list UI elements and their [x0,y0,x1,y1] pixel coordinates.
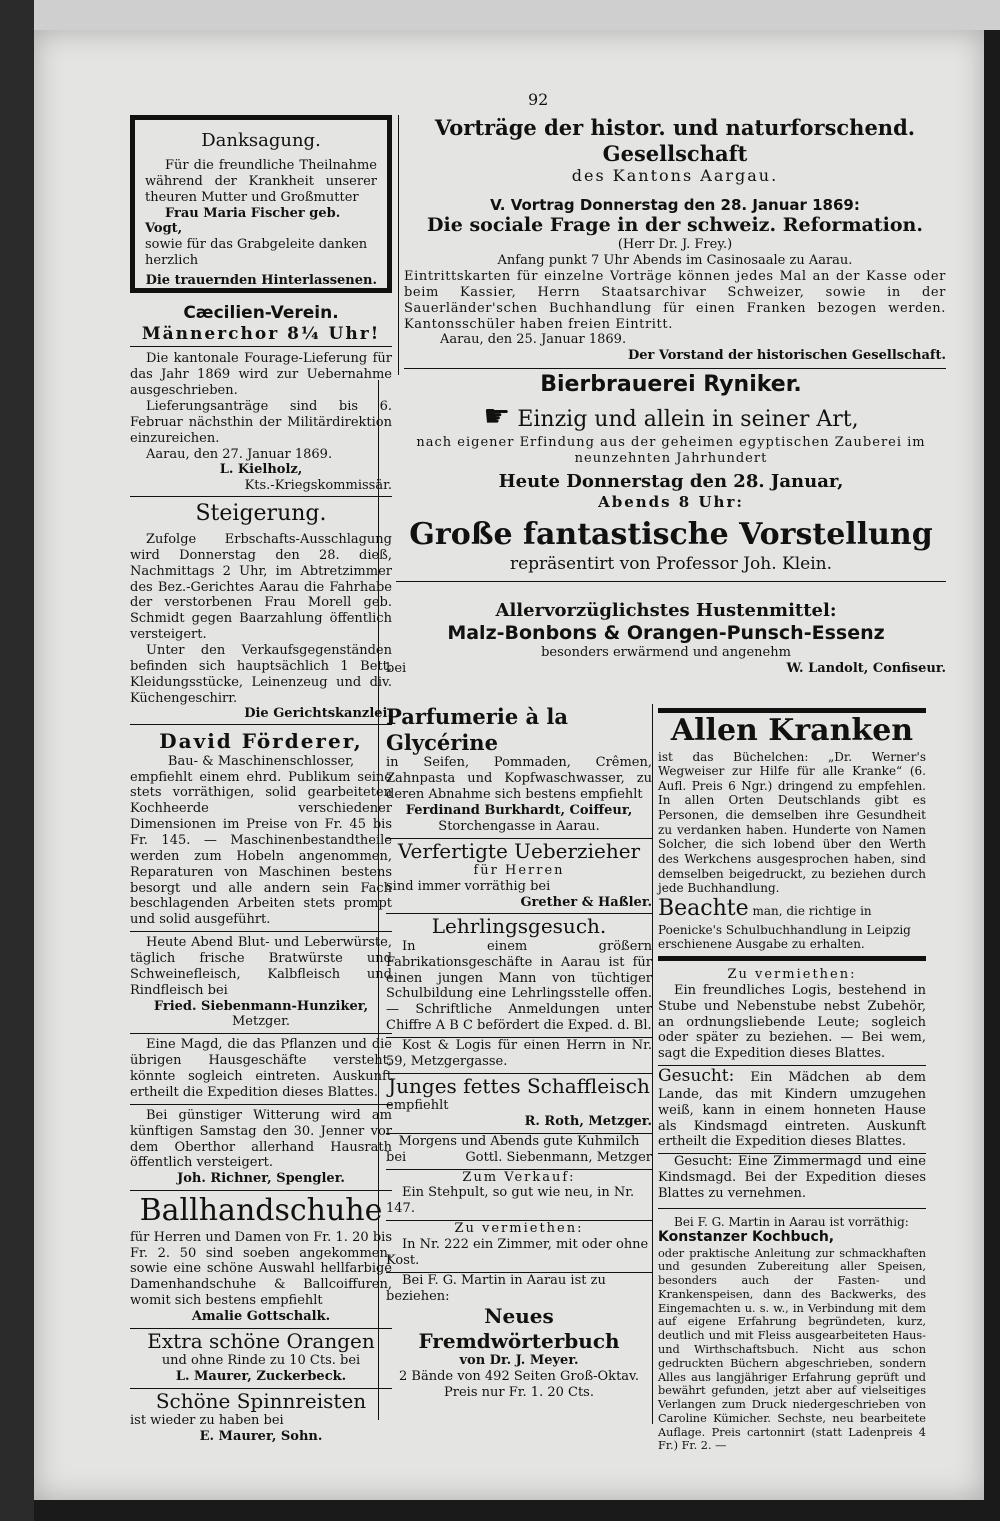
scan-top-edge [0,0,1000,30]
bier-line-1 [396,399,946,436]
danksagung-text-2: sowie für das Grabgeleite danken herzlich [145,237,368,269]
kuh-bei: bei [386,1149,407,1165]
kuh-text: Morgens und Abends gute Kuhmilch [398,1133,640,1149]
ueber-subtitle: für Herren [473,862,565,878]
caecilien-line: Männerchor 8¼ Uhr! [141,323,381,344]
danksagung-sign: Die trauernden Hinterlassenen. [145,272,377,288]
husten-line: Malz-Bonbons & Orangen-Punsch-Essenz [447,621,885,644]
rverm-text: Ein freundliches Logis, bestehend in Stube und Nebenstube nebst Zubehör, an ordnungsliebende Leute; sogleich oder später zu beziehen. — Bei wem, sagt die Expedition dieses Blattes. [658,982,926,1062]
foerderer-subtitle: Bau- & Maschinenschlosser, [167,753,355,769]
koch-body: oder praktische Anleitung zur schmackhaften und gesunden Zubereitung aller Speisen, besonders auch der Fasten- und Krankenspeisen, dann des Backwerks, des Eingemachten u. s. w., in Verbindung mit dem auf eigene Erfahrung begründeten, kurz, deutlich und mit Fleiss ausgearbeiteten Haus- und Wirthschaftsbuch. Nicht aus schon gedruckten Büchern abgeschrieben, sondern Alles aus langjähriger Erfahrung geprüft und bewährt gefunden, jetzt aber auf vielseitiges Verlangen zum Druck niedergeschrieben von Caroline Kümicher. Sechste, neu bearbeitete Auflage. Preis cartonnirt (statt Ladenpreis 4 Fr.) Fr. 2. — [658,1246,926,1453]
vortraege-text: Eintrittskarten für einzelne Vorträge können jedes Mal an der Kasse oder beim Kassier, Herrn Staatsarchivar Schweizer, sowie in der Sauerländer'schen Buchhandlung für einen Franken bezogen werden. Kantonsschüler haben freien Eintritt. [404,268,946,332]
magd-text: Eine Magd, die das Pflanzen und die übrigen Hausgeschäfte versteht, könnte sogleich eintreten. Auskunft ertheilt die Expedition dieses Blattes. [130,1037,392,1100]
ueber-title: Verfertigte Ueberzieher [397,838,641,863]
wurst-sign: Fried. Siebenmann-Hunziker, [153,998,369,1014]
kranken-title: Allen Kranken [670,713,914,748]
column-divider-2 [378,380,379,1420]
vortraege-thema: Die sociale Frage in der schweiz. Reformation. [427,214,923,237]
kuh-sign: Gottl. Siebenmann, Metzger [465,1149,652,1165]
bier-title: Bierbrauerei Ryniker. [540,372,802,397]
richner-sign: Joh. Richner, Spengler. [177,1171,345,1187]
right-column [658,708,926,1453]
bier-line-2: nach eigener Erfindung aus der geheimen egyptischen Zauberei im neunzehnten Jahrhundert [416,435,926,467]
koch-text: Bei F. G. Martin in Aarau ist vorräthig: [674,1214,909,1229]
orangen-sign: L. Maurer, Zuckerbeck. [175,1369,347,1385]
schaf-text: empfiehlt [386,1098,449,1114]
left-column [130,115,392,1445]
steigerung-text-2: Unter den Verkaufsgegenständen befinden sich hauptsächlich 1 Bett, Kleidungsstücke, Leinenzeug und div. Küchengeschirr. [130,643,392,706]
schaf-title: Junges fettes Schaffleisch [388,1073,650,1098]
fremd-text-2: 2 Bände von 492 Seiten Groß-Oktav. Preis nur Fr. 1. 20 Cts. [399,1369,639,1400]
kost-text: Kost & Logis für einen Herrn in Nr. 59, Metzgergasse. [386,1038,652,1069]
bier-section [396,372,946,582]
husten-title: Allervorzüglichstes Hustenmittel: [495,600,837,621]
verkauf-text: Ein Stehpult, so gut wie neu, in Nr. 147. [386,1185,635,1217]
orangen-title: Extra schöne Orangen [147,1328,375,1353]
koch-title: Konstanzer Kochbuch, [658,1229,835,1246]
foerderer-title: David Förderer, [159,729,363,754]
pointing-hand-icon: ☛ [483,398,511,434]
gesucht-row [658,1066,926,1150]
page-number: 92 [528,90,549,109]
gesucht2-text: Gesucht: Eine Zimmermagd und eine Kindsmagd. Bei der Expedition dieses Blattes zu vernehmen. [658,1154,926,1201]
parf-text: in Seifen, Pommaden, Crêmen, Zahnpasta und Kopfwaschwasser, zu deren Abnahme sich bestens empfiehlt [386,755,652,802]
fremd-text: Bei F. G. Martin in Aarau ist zu beziehen: [386,1272,606,1304]
bier-line-1-text: Einzig und allein in seiner Art, [517,406,859,432]
schaf-sign: R. Roth, Metzger. [524,1114,652,1129]
vortraege-vortrag: V. Vortrag Donnerstag den 28. Januar 1869: [490,195,860,214]
bier-line-4: Abends 8 Uhr: [598,493,744,512]
kranken-beachte: Beachte [658,895,749,921]
middle-column [386,704,652,1401]
gesucht-text: Ein Mädchen ab dem Lande, das mit Kindern umzugehen weiß, kann in einem honneten Hause als Kindsmagd eintreten. Auskunft ertheilt die Expedition dieses Blattes. [658,1070,926,1150]
foerderer-text: empfiehlt einem ehrd. Publikum seine stets vorräthigen, solid gearbeiteten Kochheerde verschiedener Dimensionen im Preise von Fr. 45 bis Fr. 145. — Maschinenbestandtheile werden zum Hobeln angenommen, Reparaturen von Maschinen bestens besorgt und alle andern sein Fach beschlagenden Arbeiten stets prompt und solid ausgeführt. [130,769,392,928]
verm-text: In Nr. 222 ein Zimmer, mit oder ohne Kost. [386,1237,649,1268]
fremd-author: von Dr. J. Meyer. [459,1353,579,1369]
kranken-beachte-row [658,896,926,952]
danksagung-name: Frau Maria Fischer geb. Vogt, [145,205,341,237]
kranken-text: ist das Büchelchen: „Dr. Werner's Wegweiser zur Hilfe für alle Kranke“ (6. Aufl. Preis 6 Ngr.) dringend zu empfehlen. In allen Orten Deutschlands gibt es Personen, die demselben ihre Gesundheit zu verdanken haben. Hunderte von Namen Solcher, die sich lobend über den Werth des Werkchens ausgesprochen haben, sind demselben beigedruckt, zu beziehen durch jede Buchhandlung. [658,749,926,896]
parf-sign: Ferdinand Burkhardt, Coiffeur, [405,802,633,818]
vortraege-anfang: Anfang punkt 7 Uhr Abends im Casinosaale zu Aarau. [497,253,853,269]
danksagung-text: Für die freundliche Theilnahme während der Krankheit unserer theuren Mutter und Großmutter [145,157,377,205]
gesucht-label: Gesucht: [658,1066,735,1087]
husten-subtitle: besonders erwärmend und angenehm [541,645,791,661]
ball-text: für Herren und Damen von Fr. 1. 20 bis Fr. 2. 50 sind soeben angekommen, sowie eine schöne Auswahl hellfarbige Damenhandschuhe & Ballcoiffuren, womit sich bestens empfiehlt [130,1229,392,1309]
lehr-text: In einem größern Fabrikationsgeschäfte in Aarau ist für einen jungen Mann von tüchtiger Schulbildung eine Lehrlingsstelle offen. — Schriftliche Anmeldungen unter Chiffre A B C befördert die Exped. d. Bl. [386,938,652,1034]
fourage-sign-2: Kts.-Kriegskommissär. [244,478,392,494]
spinn-title: Schöne Spinnreisten [155,1388,367,1413]
husten-bei: bei [386,660,407,676]
fourage-date: Aarau, den 27. Januar 1869. [146,446,333,462]
ueber-sign: Grether & Haßler. [520,894,652,910]
caecilien-title: Cæcilien-Verein. [183,303,339,323]
bier-line-6: repräsentirt von Professor Joh. Klein. [509,553,833,574]
wurst-text: Heute Abend Blut- und Leberwürste, täglich frische Bratwürste und Schweinefleisch, Kalbfleisch und Rindfleisch bei [130,935,392,998]
ueber-text: sind immer vorräthig bei [386,878,551,894]
orangen-text: und ohne Rinde zu 10 Cts. bei [161,1353,361,1369]
kuh-sign-row [386,1150,652,1166]
steigerung-sign: Die Gerichtskanzlei. [244,706,392,722]
lehr-title: Lehrlingsgesuch. [431,914,607,939]
kranken-beachte-text: man, die richtige in Poenicke's Schulbuchhandlung in Leipzig erschienene Ausgabe zu erhalten. [658,903,911,952]
husten-sign: W. Landolt, Confiseur. [786,660,946,676]
vortraege-sign: Der Vorstand der historischen Gesellschaft. [627,348,946,364]
bier-line-3: Heute Donnerstag den 28. Januar, [498,471,844,493]
ball-sign: Amalie Gottschalk. [191,1308,331,1324]
vortraege-subtitle: des Kantons Aargau. [571,166,779,186]
fremd-title: Neues Fremdwörterbuch [418,1304,620,1353]
verkauf-title: Zum Verkauf: [462,1169,576,1185]
verm-title: Zu vermiethen: [454,1221,584,1237]
fourage-text-2: Lieferungsanträge sind bis 6. Februar nächsthin der Militärdirektion einzureichen. [130,399,392,446]
vortraege-section [404,115,946,369]
scan-left-edge [0,0,34,1521]
ball-title: Ballhandschuhe [139,1193,383,1229]
rverm-title: Zu vermiethen: [727,966,857,982]
parf-sign-2: Storchengasse in Aarau. [438,818,600,834]
fourage-text: Die kantonale Fourage-Lieferung für das Jahr 1869 wird zur Uebernahme ausgeschrieben. [130,351,392,399]
vortraege-title: Vorträge der histor. und naturforschend. Gesellschaft [434,115,916,166]
steigerung-text: Zufolge Erbschafts-Ausschlagung wird Donnerstag den 28. dieß, Nachmittags 2 Uhr, im Abtretzimmer des Bez.-Gerichtes Aarau die Fahrhabe der verstorbenen Frau Morell geb. Schmidt gegen Baarzahlung öffentlich versteigert. [130,532,392,643]
spinn-sign: E. Maurer, Sohn. [199,1429,323,1445]
danksagung-box [130,115,392,293]
husten-sign-row [386,661,946,677]
column-divider-3 [652,704,653,1424]
husten-section [386,600,946,677]
wurst-sign-2: Metzger. [231,1014,290,1030]
steigerung-title: Steigerung. [195,501,327,527]
danksagung-title: Danksagung. [201,130,321,151]
bier-line-5: Große fantastische Vorstellung [409,517,933,553]
richner-text: Bei günstiger Witterung wird am künftigen Samstag den 30. Jenner vor dem Oberthor allerhand Hausrath öffentlich versteigert. [130,1107,392,1171]
fourage-sign: L. Kielholz, [219,462,303,478]
vortraege-date: Aarau, den 25. Januar 1869. [440,332,627,348]
spinn-text: ist wieder zu haben bei [130,1413,284,1429]
vortraege-redner: (Herr Dr. J. Frey.) [617,237,733,253]
parf-title: Parfumerie à la Glycérine [386,704,568,755]
column-divider [398,115,399,375]
